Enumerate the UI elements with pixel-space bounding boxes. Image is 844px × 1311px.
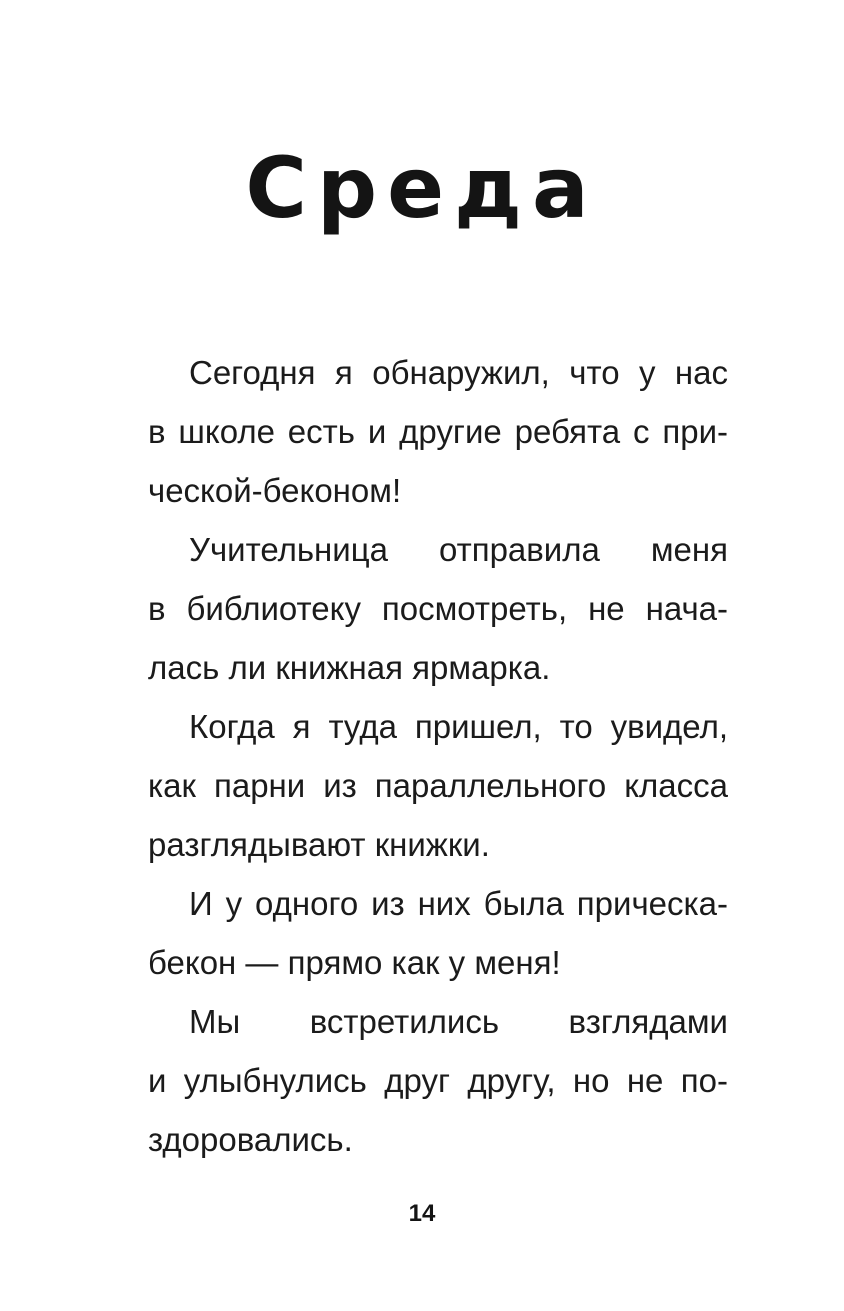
page-number: 14 xyxy=(408,1200,436,1227)
paragraph xyxy=(148,343,728,520)
chapter-title: Среда xyxy=(245,139,599,237)
text-line: здоровались. xyxy=(148,1121,353,1158)
body-text xyxy=(148,343,728,1169)
paragraph xyxy=(148,874,728,992)
text-line: Мы встретились взглядами xyxy=(189,1003,728,1040)
text-line: Учительница отправила меня xyxy=(189,531,728,568)
text-line: в школе есть и другие ребята с при- xyxy=(148,413,728,450)
text-line: Сегодня я обнаружил, что у нас xyxy=(189,354,728,391)
paragraph xyxy=(148,520,728,697)
text-line: в библиотеку посмотреть, не нача- xyxy=(148,590,728,627)
text-line: Когда я туда пришел, то увидел, xyxy=(189,708,728,745)
text-line: бекон — прямо как у меня! xyxy=(148,944,561,981)
paragraph xyxy=(148,992,728,1169)
text-line: ческой-беконом! xyxy=(148,472,402,509)
text-line: и улыбнулись друг другу, но не по- xyxy=(148,1062,728,1099)
text-line: как парни из параллельного класса xyxy=(148,767,728,804)
paragraph xyxy=(148,697,728,874)
text-line: И у одного из них была прическа- xyxy=(189,885,728,922)
text-line: лась ли книжная ярмарка. xyxy=(148,649,551,686)
text-line: разглядывают книжки. xyxy=(148,826,490,863)
